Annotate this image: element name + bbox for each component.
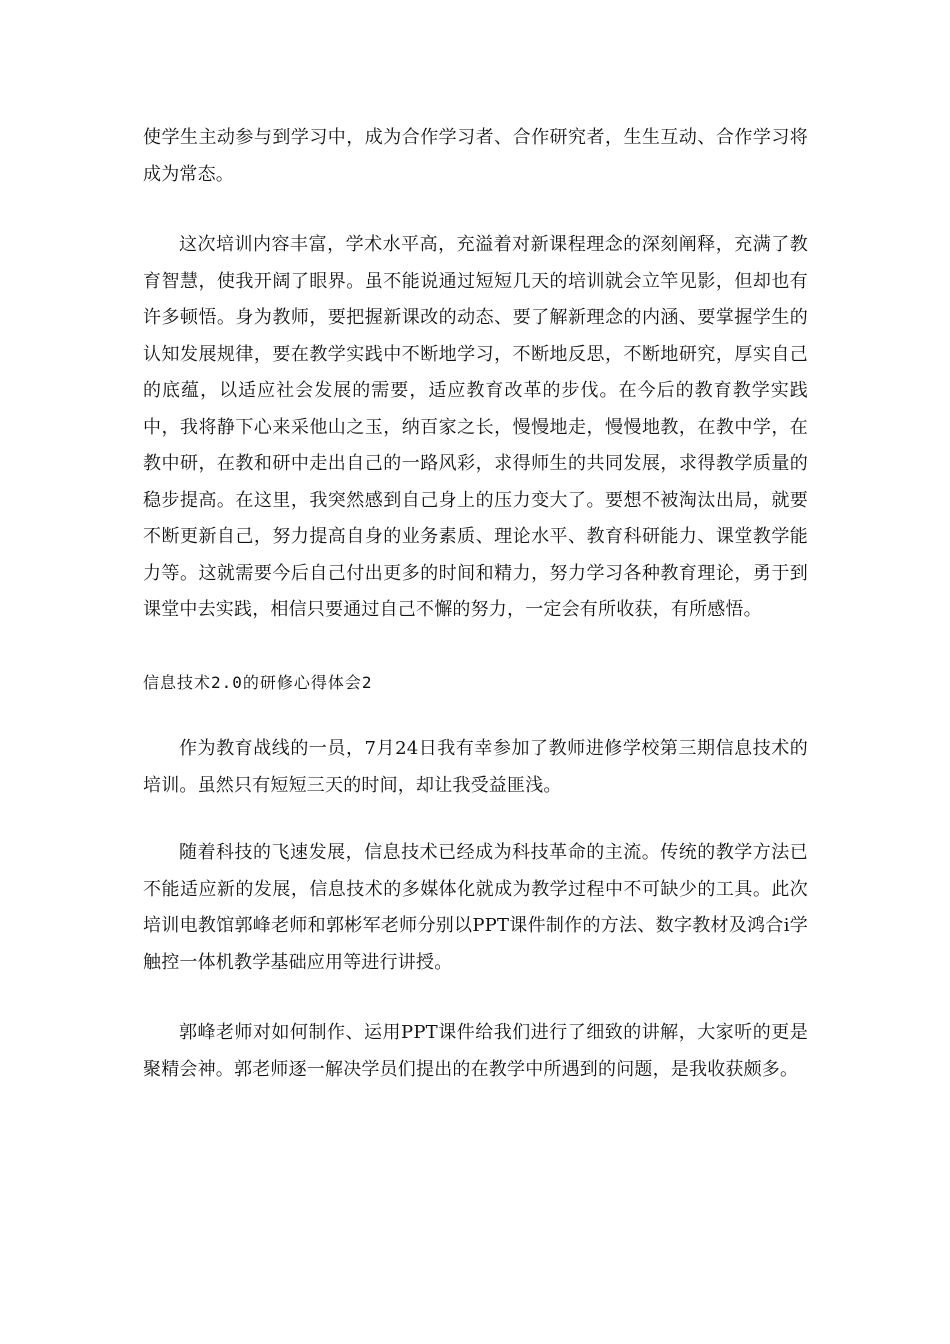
paragraph-ppt-lesson: 郭峰老师对如何制作、运用PPT课件给我们进行了细致的讲解，大家听的更是聚精会神。郭老师逐一解决学员们提出的在教学中所遇到的问题，是我收获颇多。	[143, 1022, 808, 1080]
document-body	[143, 120, 808, 1122]
paragraph-intro: 作为教育战线的一员，7月24日我有幸参加了教师进修学校第三期信息技术的培训。虽然只有短短三天的时间，却让我受益匪浅。	[143, 738, 808, 796]
paragraph-technology: 随着科技的飞速发展，信息技术已经成为科技革命的主流。传统的教学方法已不能适应新的发展，信息技术的多媒体化就成为教学过程中不可缺少的工具。此次培训电教馆郭峰老师和郭彬军老师分别以PPT课件制作的方法、数字教材及鸿合i学触控一体机教学基础应用等进行讲授。	[143, 842, 808, 973]
paragraph-continued: 使学生主动参与到学习中，成为合作学习者、合作研究者，生生互动、合作学习将成为常态。	[143, 127, 808, 185]
paragraph-training-reflection: 这次培训内容丰富，学术水平高，充溢着对新课程理念的深刻阐释，充满了教育智慧，使我开阔了眼界。虽不能说通过短短几天的培训就会立竿见影，但却也有许多顿悟。身为教师，要把握新课改的动态、要了解新理念的内涵、要掌握学生的认知发展规律，要在教学实践中不断地学习，不断地反思，不断地研究，厚实自己的底蕴，以适应社会发展的需要，适应教育改革的步伐。在今后的教育教学实践中，我将静下心来采他山之玉，纳百家之长，慢慢地走，慢慢地教，在教中学，在教中研，在教和研中走出自己的一路风彩，求得师生的共同发展，求得教学质量的稳步提高。在这里，我突然感到自己身上的压力变大了。要想不被淘汰出局，就要不断更新自己，努力提高自身的业务素质、理论水平、教育科研能力、课堂教学能力等。这就需要今后自己付出更多的时间和精力，努力学习各种教育理论，勇于到课堂中去实践，相信只要通过自己不懈的努力，一定会有所收获，有所感悟。	[143, 234, 808, 620]
section-title: 信息技术2.0的研修心得体会2	[143, 672, 373, 692]
